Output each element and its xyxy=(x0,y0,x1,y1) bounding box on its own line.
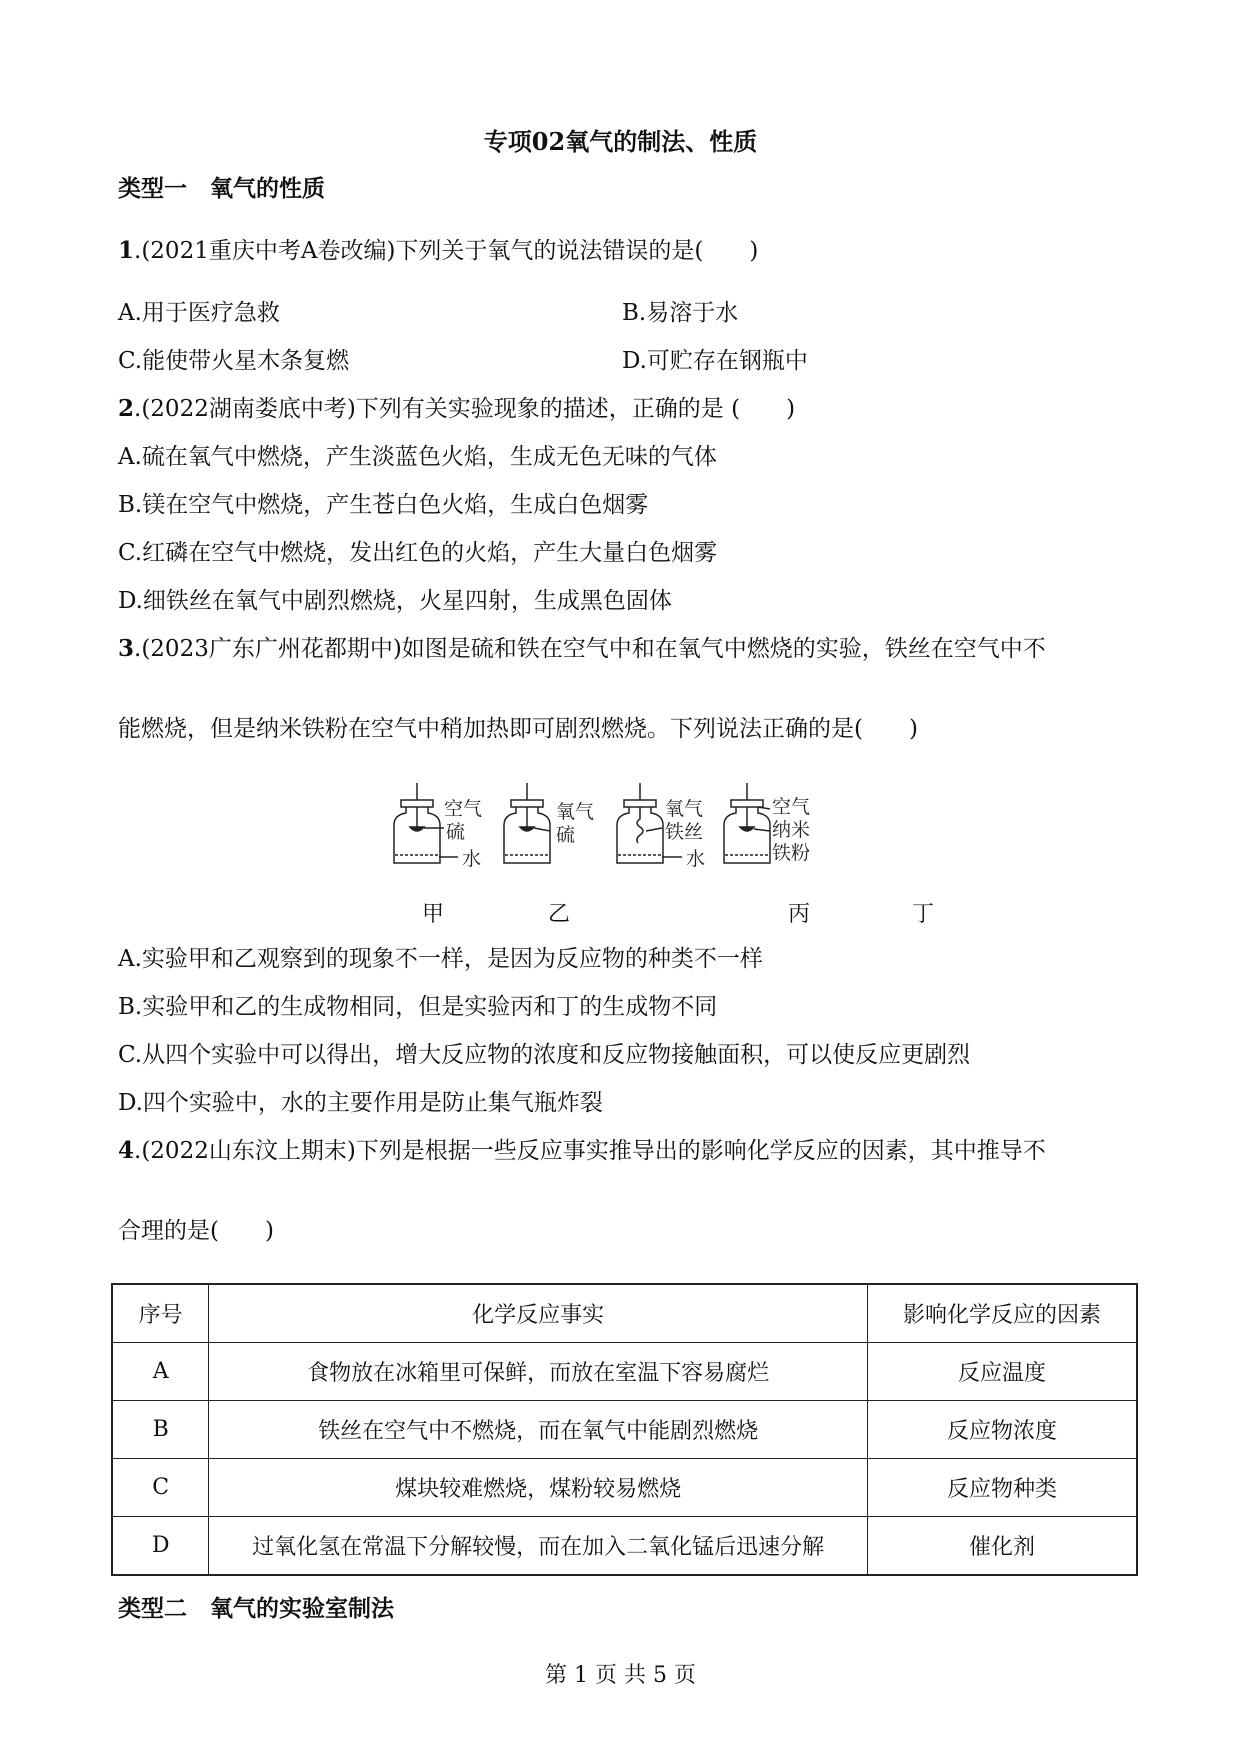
label-yi-solid: 硫 xyxy=(556,824,576,846)
label-bing-solid: 铁丝 xyxy=(665,821,704,843)
question-1-number: 1 xyxy=(118,237,135,264)
page-footer: 第 1 页 共 5 页 xyxy=(545,1663,696,1688)
section-heading-1: 类型一 氧气的性质 xyxy=(118,175,325,202)
table-cell: 过氧化氢在常温下分解较慢，而在加入二氧化锰后迅速分解 xyxy=(209,1517,868,1576)
table-cell: B xyxy=(112,1401,209,1459)
table-row xyxy=(112,1343,1137,1401)
q2-option-a: A.硫在氧气中燃烧，产生淡蓝色火焰，生成无色无味的气体 xyxy=(118,444,717,470)
combustion-experiment-figure xyxy=(390,783,870,883)
question-3-text-line1: .(2023广东广州花都期中)如图是硫和铁在空气中和在氧气中燃烧的实验，铁丝在空气中不 xyxy=(134,636,1046,662)
factors-table xyxy=(111,1283,1138,1576)
question-1-stem xyxy=(118,236,758,266)
q3-option-a: A.实验甲和乙观察到的现象不一样，是因为反应物的种类不一样 xyxy=(118,946,763,972)
caption-ding: 丁 xyxy=(912,902,935,927)
table-row xyxy=(112,1459,1137,1517)
label-yi-gas: 氧气 xyxy=(556,801,595,823)
q2-option-b: B.镁在空气中燃烧，产生苍白色火焰，生成白色烟雾 xyxy=(118,492,649,518)
caption-bing: 丙 xyxy=(788,902,811,927)
label-ding-solid-2: 铁粉 xyxy=(772,842,811,864)
table-cell: 催化剂 xyxy=(868,1517,1138,1576)
question-3-number: 3 xyxy=(118,635,135,662)
q3-option-d: D.四个实验中，水的主要作用是防止集气瓶炸裂 xyxy=(118,1090,603,1116)
table-cell: 反应物浓度 xyxy=(868,1401,1138,1459)
table-cell: 食物放在冰箱里可保鲜，而放在室温下容易腐烂 xyxy=(209,1343,868,1401)
table-cell: D xyxy=(112,1517,209,1576)
question-4-text-line1: .(2022山东汶上期末)下列是根据一些反应事实推导出的影响化学反应的因素，其中推导不 xyxy=(134,1138,1046,1164)
label-jia-gas: 空气 xyxy=(444,798,483,820)
label-bing-gas: 氧气 xyxy=(665,798,704,820)
q3-option-b: B.实验甲和乙的生成物相同，但是实验丙和丁的生成物不同 xyxy=(118,994,718,1020)
table-header-row xyxy=(112,1284,1137,1343)
table-header-cell: 序号 xyxy=(112,1284,209,1343)
table-cell: 铁丝在空气中不燃烧，而在氧气中能剧烈燃烧 xyxy=(209,1401,868,1459)
q2-option-c: C.红磷在空气中燃烧，发出红色的火焰，产生大量白色烟雾 xyxy=(118,540,718,566)
question-4-number: 4 xyxy=(118,1137,135,1164)
q3-option-c: C.从四个实验中可以得出，增大反应物的浓度和反应物接触面积，可以使反应更剧烈 xyxy=(118,1042,971,1068)
jar-yi xyxy=(504,783,550,863)
table-cell: C xyxy=(112,1459,209,1517)
table-row xyxy=(112,1401,1137,1459)
table-cell: 煤块较难燃烧，煤粉较易燃烧 xyxy=(209,1459,868,1517)
table-header-cell: 影响化学反应的因素 xyxy=(868,1284,1138,1343)
question-4-text-line2: 合理的是( ) xyxy=(118,1218,274,1244)
table-cell: 反应温度 xyxy=(868,1343,1138,1401)
table-cell: 反应物种类 xyxy=(868,1459,1138,1517)
question-4-stem xyxy=(118,1136,1046,1166)
label-ding-solid-1: 纳米 xyxy=(772,819,811,841)
label-jia-solid: 硫 xyxy=(446,821,466,843)
page-title: 专项02氧气的制法、性质 xyxy=(483,127,758,156)
table-header-cell: 化学反应事实 xyxy=(209,1284,868,1343)
question-1-text: .(2021重庆中考A卷改编)下列关于氧气的说法错误的是( ) xyxy=(134,238,759,264)
caption-jia: 甲 xyxy=(422,902,445,927)
table-cell: A xyxy=(112,1343,209,1401)
q1-option-b: B.易溶于水 xyxy=(622,300,739,326)
q2-option-d: D.细铁丝在氧气中剧烈燃烧，火星四射，生成黑色固体 xyxy=(118,588,672,614)
table-row xyxy=(112,1517,1137,1576)
q1-option-a: A.用于医疗急救 xyxy=(118,300,280,326)
question-2-text: .(2022湖南娄底中考)下列有关实验现象的描述，正确的是 ( ) xyxy=(134,396,796,422)
question-2-stem xyxy=(118,394,795,424)
label-water-left: 水 xyxy=(462,848,482,870)
label-water-right: 水 xyxy=(686,848,706,870)
caption-yi: 乙 xyxy=(548,902,571,927)
question-3-stem xyxy=(118,634,1046,664)
question-2-number: 2 xyxy=(118,395,135,422)
jar-ding xyxy=(724,783,770,863)
question-3-text-line2: 能燃烧，但是纳米铁粉在空气中稍加热即可剧烈燃烧。下列说法正确的是( ) xyxy=(118,716,918,742)
label-ding-gas: 空气 xyxy=(772,796,811,818)
q1-option-c: C.能使带火星木条复燃 xyxy=(118,348,350,374)
q1-option-d: D.可贮存在钢瓶中 xyxy=(622,348,808,374)
section-heading-2: 类型二 氧气的实验室制法 xyxy=(118,1595,394,1622)
